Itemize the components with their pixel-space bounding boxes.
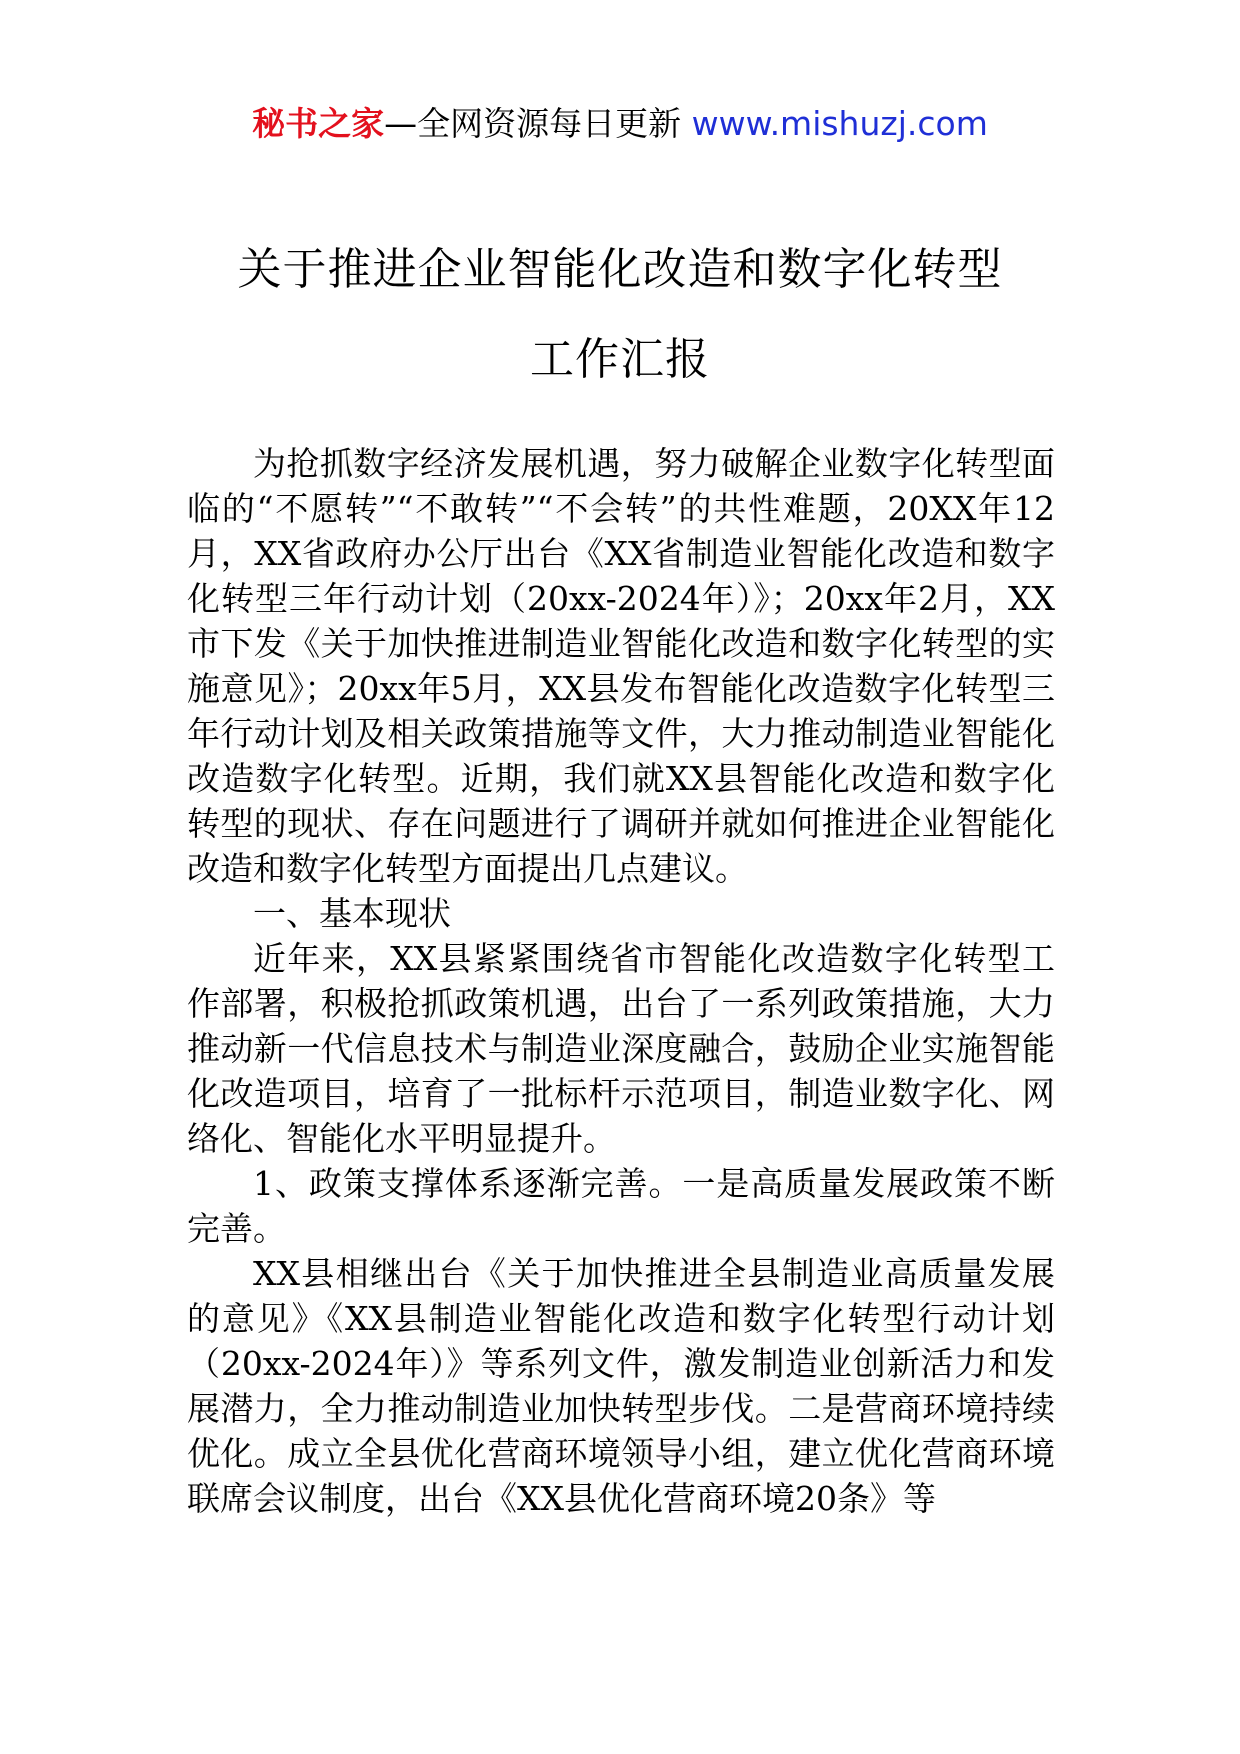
- site-tagline: —全网资源每日更新: [384, 104, 682, 143]
- document-body: [187, 441, 1055, 1521]
- body-paragraph: 近年来，XX县紧紧围绕省市智能化改造数字化转型工作部署，积极抢抓政策机遇，出台了一系列政策措施，大力推动新一代信息技术与制造业深度融合，鼓励企业实施智能化改造项目，培育了一批标杆示范项目，制造业数字化、网络化、智能化水平明显提升。: [187, 939, 1055, 1158]
- body-paragraph: 1、政策支撑体系逐渐完善。一是高质量发展政策不断完善。: [187, 1164, 1055, 1248]
- site-brand: 秘书之家: [252, 104, 385, 143]
- section-heading-basic-status: 一、基本现状: [253, 894, 451, 933]
- intro-paragraph: 为抢抓数字经济发展机遇，努力破解企业数字化转型面临的“不愿转”“不敢转”“不会转”的共性难题，20XX年12月，XX省政府办公厅出台《XX省制造业智能化改造和数字化转型三年行动计划（20xx-2024年）》；20xx年2月，XX市下发《关于加快推进制造业智能化改造和数字化转型的实施意见》；20xx年5月，XX县发布智能化改造数字化转型三年行动计划及相关政策措施等文件，大力推动制造业智能化改造数字化转型。近期，我们就XX县智能化改造和数字化转型的现状、存在问题进行了调研并就如何推进企业智能化改造和数字化转型方面提出几点建议。: [187, 444, 1055, 888]
- site-url-link[interactable]: www.mishuzj.com: [691, 104, 988, 143]
- document-title-line-2: 工作汇报: [530, 334, 710, 385]
- site-header: [0, 100, 1240, 148]
- body-paragraph: XX县相继出台《关于加快推进全县制造业高质量发展的意见》《XX县制造业智能化改造和数字化转型行动计划（20xx-2024年）》等系列文件，激发制造业创新活力和发展潜力，全力推动制造业加快转型步伐。二是营商环境持续优化。成立全县优化营商环境领导小组，建立优化营商环境联席会议制度，出台《XX县优化营商环境20条》等: [187, 1254, 1055, 1518]
- document-title-line-1: 关于推进企业智能化改造和数字化转型: [237, 244, 1003, 295]
